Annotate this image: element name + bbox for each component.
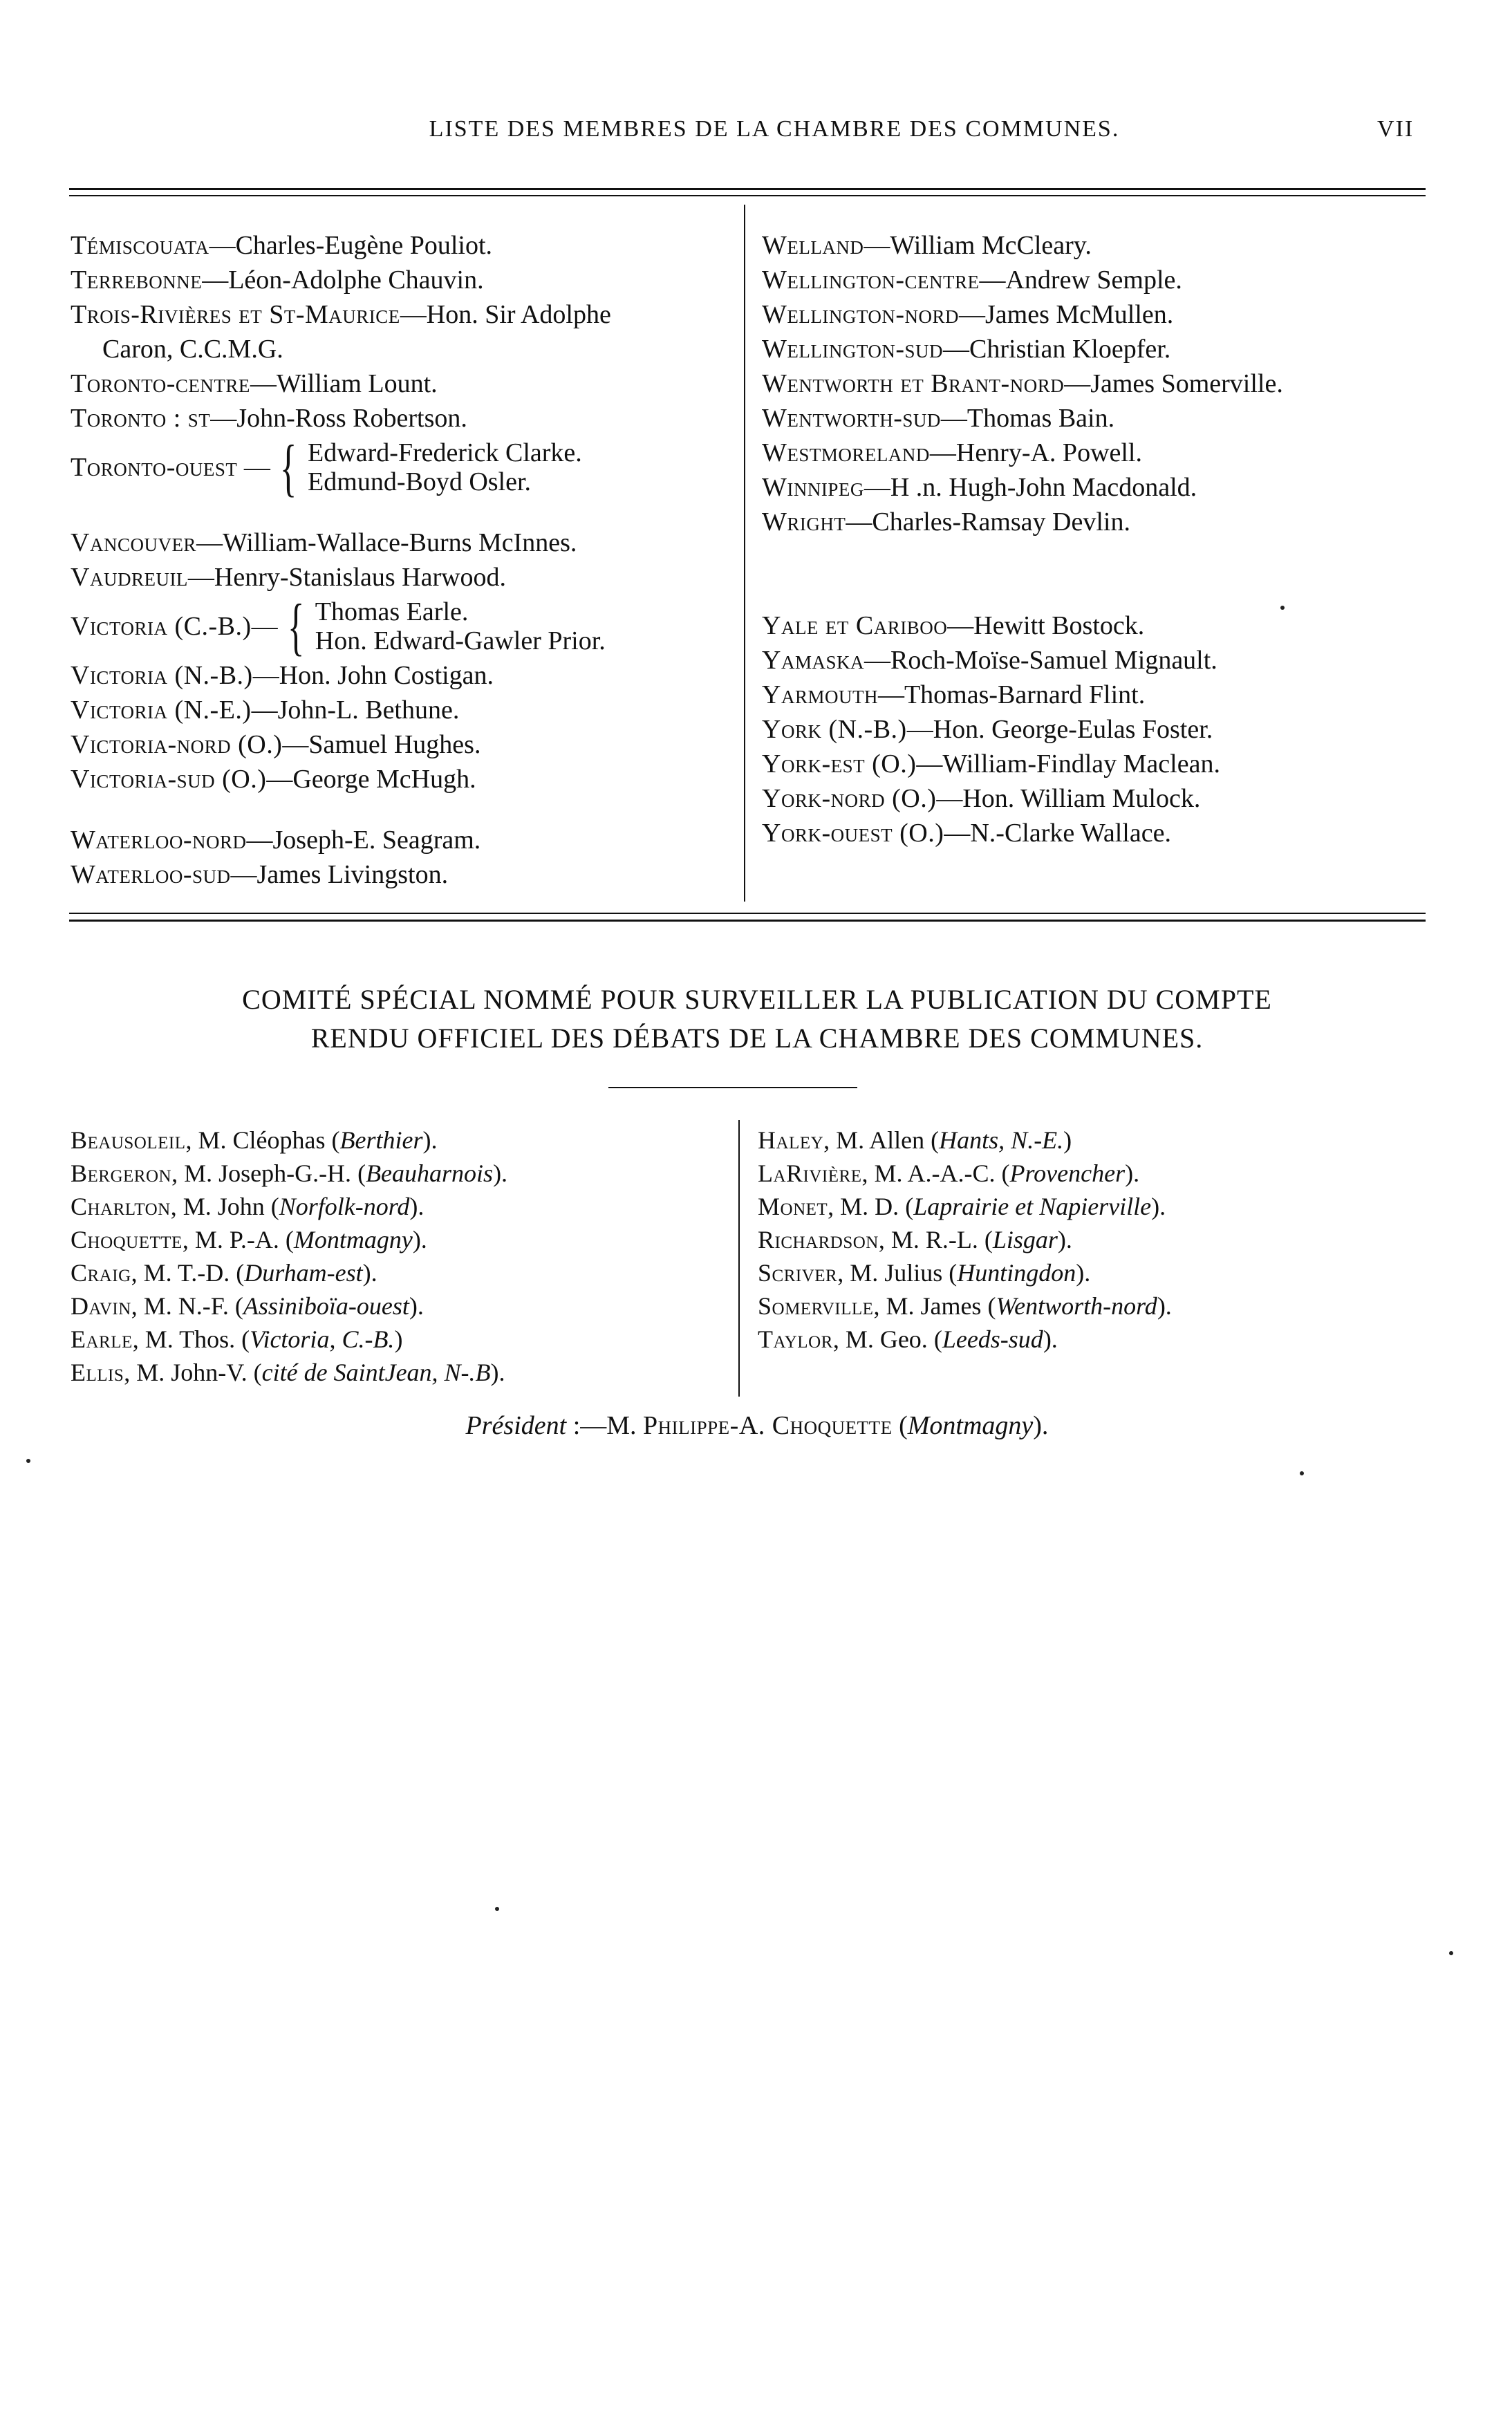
committee-left-column — [71, 1123, 720, 1389]
riding-name: Waterloo-sud — [71, 860, 231, 889]
member-riding: Provencher — [1009, 1159, 1126, 1187]
member-name: Edward-Frederick Clarke. — [308, 438, 582, 467]
committee-member: Scriver, M. Julius (Huntingdon). — [758, 1259, 1091, 1287]
member-surname: Choquette — [71, 1226, 183, 1253]
riding-name: Yale et Cariboo — [762, 611, 948, 640]
member-name: Thomas-Barnard Flint. — [904, 680, 1146, 709]
member-given-name: , M. John-V. — [124, 1359, 248, 1386]
member-given-name: , M. N.-F. — [131, 1292, 229, 1320]
member-name: Hewitt Bostock. — [973, 611, 1145, 640]
member-surname: Charlton — [71, 1193, 171, 1220]
riding-name: Wellington-nord — [762, 300, 959, 329]
member-surname: Craig — [71, 1259, 131, 1287]
title-underline — [608, 1087, 857, 1088]
member-entry: York-est (O.)—William-Findlay Maclean. — [762, 749, 1220, 778]
member-surname: Bergeron — [71, 1159, 172, 1187]
member-entry: Témiscouata—Charles-Eugène Pouliot. — [71, 231, 493, 260]
member-entry: Vancouver—William-Wallace-Burns McInnes. — [71, 528, 577, 557]
committee-member: Beausoleil, M. Cléophas (Berthier). — [71, 1126, 438, 1154]
member-name: Henry-Stanislaus Harwood. — [214, 563, 507, 592]
member-name: Samuel Hughes. — [308, 730, 481, 759]
member-surname: Earle — [71, 1325, 133, 1353]
member-given-name: , M. Allen — [823, 1126, 925, 1154]
member-name: Léon-Adolphe Chauvin. — [228, 265, 484, 295]
brace-glyph: { — [279, 432, 297, 503]
member-riding: Assiniboïa-ouest — [243, 1292, 409, 1320]
member-given-name: , M. R.-L. — [878, 1226, 978, 1253]
section-rule — [69, 913, 1426, 914]
riding-name: York-ouest (O.) — [762, 819, 944, 848]
member-name: Christian Kloepfer. — [969, 335, 1171, 364]
member-entry: Victoria (N.-E.)—John-L. Bethune. — [71, 696, 460, 725]
member-name: Hugh-John Macdonald. — [949, 473, 1197, 502]
committee-title-line2: RENDU OFFICIEL DES DÉBATS DE LA CHAMBRE DES COMMUNES. — [310, 1023, 1204, 1054]
member-entry: Toronto-centre—William Lount. — [71, 369, 438, 398]
member-riding: Beauharnois — [366, 1159, 494, 1187]
member-entry: Welland—William McCleary. — [762, 231, 1092, 260]
member-riding: Hants, N.-E. — [939, 1126, 1064, 1154]
member-name: James Livingston. — [256, 860, 449, 889]
member-name: Joseph-E. Seagram. — [272, 826, 481, 855]
committee-member: LaRivière, M. A.-A.-C. (Provencher). — [758, 1159, 1140, 1187]
riding-name: Westmoreland — [762, 438, 930, 467]
committee-member: Davin, M. N.-F. (Assiniboïa-ouest). — [71, 1292, 424, 1320]
brace-glyph: { — [287, 591, 304, 662]
committee-title — [90, 980, 1424, 1058]
member-entry: Wellington-centre—Andrew Semple. — [762, 265, 1182, 295]
member-name: George McHugh. — [292, 765, 476, 794]
member-entry: Yarmouth—Thomas-Barnard Flint. — [762, 680, 1146, 709]
member-riding: Victoria, C.-B. — [250, 1325, 395, 1353]
riding-name: Victoria (N.-B.) — [71, 661, 253, 690]
riding-name: Vaudreuil — [71, 563, 188, 592]
member-entry: Yamaska—Roch-Moïse-Samuel Mignault. — [762, 646, 1217, 675]
member-given-name: , M. T.-D. — [131, 1259, 230, 1287]
member-name: Hon. Sir Adolphe — [426, 300, 611, 329]
riding-name: Trois-Rivières et St-Maurice — [71, 300, 400, 329]
member-name: John-Ross Robertson. — [236, 404, 467, 433]
scan-speck — [26, 1459, 30, 1463]
member-name: James McMullen. — [985, 300, 1174, 329]
riding-name: Victoria-nord (O.) — [71, 730, 283, 759]
member-entry: Victoria (N.-B.)—Hon. John Costigan. — [71, 661, 494, 690]
riding-name: Victoria (N.-E.) — [71, 696, 252, 725]
member-riding: cité de SaintJean, N-.B — [261, 1359, 491, 1386]
committee-column-divider — [738, 1120, 740, 1397]
member-riding: Berthier — [339, 1126, 423, 1154]
member-given-name: , M. Julius — [837, 1259, 943, 1287]
member-name: Hon. John Costigan. — [279, 661, 494, 690]
member-name: John-L. Bethune. — [277, 696, 460, 725]
member-entry: Wright—Charles-Ramsay Devlin. — [762, 507, 1130, 537]
member-surname: Scriver — [758, 1259, 838, 1287]
top-rule-inner — [69, 195, 1426, 196]
member-prefix: H .n. — [890, 473, 942, 502]
member-riding: Montmagny — [293, 1226, 413, 1253]
member-name: Edmund-Boyd Osler. — [308, 467, 532, 496]
member-entry: York-nord (O.)—Hon. William Mulock. — [762, 784, 1201, 813]
member-riding: Lisgar — [992, 1226, 1058, 1253]
member-entry: Waterloo-sud—James Livingston. — [71, 860, 449, 889]
member-name: Hon. George-Eulas Foster. — [933, 715, 1213, 744]
member-given-name: , M. A.-A.-C. — [861, 1159, 996, 1187]
committee-president: Président :—M. Philippe-A. Choquette (Montmagny). — [465, 1411, 1049, 1440]
president-name: Philippe-A. Choquette — [643, 1411, 893, 1440]
member-riding: Leeds-sud — [942, 1325, 1043, 1353]
member-entry-braced: Victoria (C.-B.) — { Thomas Earle. Hon. Edward-Gawler Prior. — [71, 591, 606, 662]
member-entry-braced: Toronto-ouest — { Edward-Frederick Clarke. Edmund-Boyd Osler. — [71, 432, 582, 503]
section-rule-inner — [69, 920, 1426, 922]
riding-name: Welland — [762, 231, 864, 260]
member-riding: Norfolk-nord — [279, 1193, 410, 1220]
riding-name: Wellington-sud — [762, 335, 944, 364]
running-title: LISTE DES MEMBRES DE LA CHAMBRE DES COMMUNES. — [429, 116, 1120, 142]
member-name: William McCleary. — [890, 231, 1092, 260]
riding-name: Yarmouth — [762, 680, 878, 709]
member-surname: Beausoleil — [71, 1126, 186, 1154]
member-surname: Somerville — [758, 1292, 874, 1320]
member-surname: Davin — [71, 1292, 131, 1320]
riding-name: Wentworth-sud — [762, 404, 941, 433]
member-name: William Lount. — [276, 369, 438, 398]
riding-name: Témiscouata — [71, 231, 209, 260]
member-name: Andrew Semple. — [1005, 265, 1182, 295]
member-riding: Durham-est — [244, 1259, 363, 1287]
riding-name: Wentworth et Brant-nord — [762, 369, 1065, 398]
riding-name: Wellington-centre — [762, 265, 980, 295]
riding-name: Winnipeg — [762, 473, 864, 502]
member-surname: Richardson — [758, 1226, 879, 1253]
committee-title-line1: COMITÉ SPÉCIAL NOMMÉ POUR SURVEILLER LA PUBLICATION DU COMPTE — [242, 984, 1272, 1015]
member-entry: Vaudreuil—Henry-Stanislaus Harwood. — [71, 563, 507, 592]
member-surname: Haley — [758, 1126, 824, 1154]
riding-name: Toronto : st — [71, 404, 211, 433]
member-given-name: , M. John — [170, 1193, 265, 1220]
riding-name: Toronto-centre — [71, 369, 250, 398]
member-riding: Laprairie et Napierville — [913, 1193, 1152, 1220]
president-riding: Montmagny — [907, 1411, 1034, 1440]
riding-name: Toronto-ouest — [71, 453, 238, 482]
scan-speck — [1280, 606, 1285, 610]
member-entry: Trois-Rivières et St-Maurice—Hon. Sir Adolphe — [71, 300, 611, 329]
riding-name: Victoria (C.-B.) — [71, 612, 252, 641]
riding-name: Yamaska — [762, 646, 864, 675]
president-separator: :—M. — [566, 1411, 644, 1440]
committee-member: Ellis, M. John-V. (cité de SaintJean, N-.B). — [71, 1359, 505, 1386]
member-entry: Victoria-nord (O.)—Samuel Hughes. — [71, 730, 481, 759]
member-entry: York-ouest (O.)—N.-Clarke Wallace. — [762, 819, 1171, 848]
top-rule — [69, 188, 1426, 190]
riding-name: Waterloo-nord — [71, 826, 247, 855]
member-name: Charles-Eugène Pouliot. — [235, 231, 493, 260]
member-name: James Somerville. — [1090, 369, 1283, 398]
member-name: Thomas Bain. — [967, 404, 1115, 433]
member-given-name: , M. Cléophas — [185, 1126, 326, 1154]
member-name: William-Findlay Maclean. — [942, 749, 1220, 778]
riding-name: Victoria-sud (O.) — [71, 765, 267, 794]
member-name: Thomas Earle. — [315, 597, 469, 626]
member-name: Hon. Edward-Gawler Prior. — [315, 626, 606, 655]
members-left-column — [71, 228, 734, 892]
member-entry: Wellington-sud—Christian Kloepfer. — [762, 335, 1171, 364]
committee-right-column — [758, 1123, 1421, 1356]
member-entry: Wentworth-sud—Thomas Bain. — [762, 404, 1115, 433]
member-name: Hon. William Mulock. — [962, 784, 1201, 813]
committee-member: Taylor, M. Geo. (Leeds-sud). — [758, 1325, 1058, 1353]
member-riding: Wentworth-nord — [996, 1292, 1157, 1320]
committee-member: Monet, M. D. (Laprairie et Napierville). — [758, 1193, 1166, 1220]
member-entry: Terrebonne—Léon-Adolphe Chauvin. — [71, 265, 484, 295]
committee-member: Somerville, M. James (Wentworth-nord). — [758, 1292, 1172, 1320]
member-entry: Wentworth et Brant-nord—James Somerville. — [762, 369, 1283, 398]
member-surname: Taylor — [758, 1325, 833, 1353]
president-label: Président — [465, 1411, 567, 1440]
member-name: Henry-A. Powell. — [955, 438, 1142, 467]
committee-member: Bergeron, M. Joseph-G.-H. (Beauharnois). — [71, 1159, 508, 1187]
scan-speck — [495, 1907, 499, 1911]
committee-member: Choquette, M. P.-A. (Montmagny). — [71, 1226, 427, 1253]
member-given-name: , M. Geo. — [832, 1325, 928, 1353]
riding-name: York-est (O.) — [762, 749, 917, 778]
member-name: N.-Clarke Wallace. — [970, 819, 1171, 848]
member-given-name: , M. James — [873, 1292, 982, 1320]
member-name: Charles-Ramsay Devlin. — [872, 507, 1130, 537]
member-surname: Ellis — [71, 1359, 124, 1386]
column-divider — [744, 205, 745, 902]
member-entry: Yale et Cariboo—Hewitt Bostock. — [762, 611, 1145, 640]
member-given-name: , M. Thos. — [132, 1325, 236, 1353]
member-continuation: Caron, C.C.M.G. — [102, 335, 283, 364]
riding-name: York (N.-B.) — [762, 715, 907, 744]
committee-member: Haley, M. Allen (Hants, N.-E.) — [758, 1126, 1072, 1154]
members-right-column — [762, 228, 1426, 850]
committee-member: Craig, M. T.-D. (Durham-est). — [71, 1259, 377, 1287]
member-riding: Huntingdon — [957, 1259, 1076, 1287]
committee-member: Earle, M. Thos. (Victoria, C.-B.) — [71, 1325, 403, 1353]
member-name: William-Wallace-Burns McInnes. — [222, 528, 577, 557]
member-given-name: , M. D. — [828, 1193, 899, 1220]
riding-name: York-nord (O.) — [762, 784, 937, 813]
riding-name: Wright — [762, 507, 846, 537]
riding-name: Terrebonne — [71, 265, 203, 295]
member-entry: Toronto : st—John-Ross Robertson. — [71, 404, 467, 433]
riding-name: Vancouver — [71, 528, 196, 557]
scan-speck — [1300, 1471, 1304, 1475]
scan-speck — [1449, 1951, 1453, 1955]
member-given-name: , M. Joseph-G.-H. — [171, 1159, 352, 1187]
committee-member: Richardson, M. R.-L. (Lisgar). — [758, 1226, 1072, 1253]
page-number: VII — [1377, 116, 1415, 142]
member-entry: Winnipeg—H .n. Hugh-John Macdonald. — [762, 473, 1197, 502]
member-entry: Westmoreland—Henry-A. Powell. — [762, 438, 1142, 467]
member-surname: LaRivière — [758, 1159, 862, 1187]
member-entry: York (N.-B.)—Hon. George-Eulas Foster. — [762, 715, 1213, 744]
member-entry: Waterloo-nord—Joseph-E. Seagram. — [71, 826, 481, 855]
member-entry: Victoria-sud (O.)—George McHugh. — [71, 765, 476, 794]
member-entry: Wellington-nord—James McMullen. — [762, 300, 1174, 329]
committee-member: Charlton, M. John (Norfolk-nord). — [71, 1193, 424, 1220]
member-name: Roch-Moïse-Samuel Mignault. — [890, 646, 1217, 675]
member-surname: Monet — [758, 1193, 828, 1220]
member-given-name: , M. P.-A. — [182, 1226, 279, 1253]
